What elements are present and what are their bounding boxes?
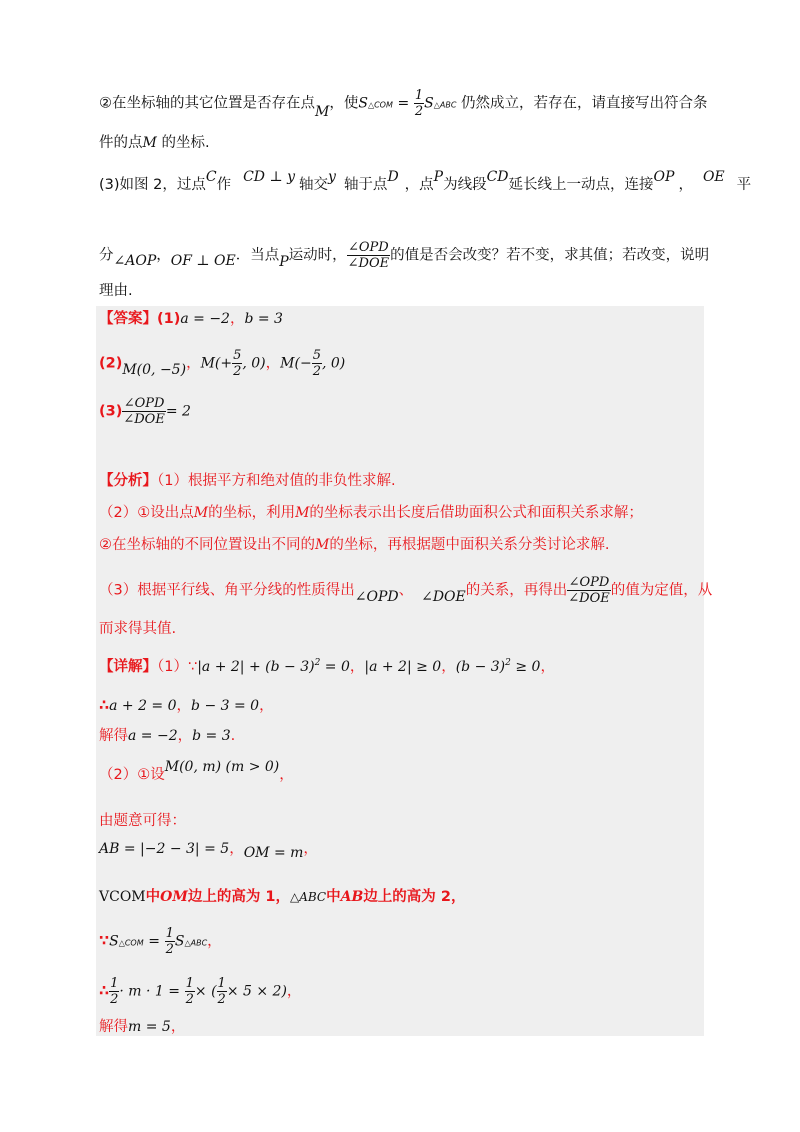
math-sup: 2 xyxy=(505,658,511,668)
analysis-tag: 【分析】 xyxy=(99,473,157,489)
text: ， xyxy=(349,658,365,675)
math: VCOM xyxy=(99,889,146,905)
denominator: ∠DOE xyxy=(347,256,390,271)
math-C: C xyxy=(205,169,217,185)
numerator: 1 xyxy=(414,88,424,103)
math-sub: △COM xyxy=(118,938,144,948)
text: （2）①设 xyxy=(99,767,165,783)
fraction xyxy=(312,348,322,379)
text: 边上的高为 1， xyxy=(187,889,290,905)
text: 分 xyxy=(99,247,114,264)
fraction xyxy=(567,575,610,606)
math-AB: AB xyxy=(340,889,364,905)
math: , 0) xyxy=(321,355,346,372)
text: （2）①设出点 xyxy=(99,505,194,521)
text: 为线段 xyxy=(443,177,487,193)
text: 解得 xyxy=(99,1019,128,1035)
math: a + 2 = 0 xyxy=(109,698,177,714)
text: ， xyxy=(259,698,274,714)
answer-line-1 xyxy=(99,310,283,328)
numerator: 5 xyxy=(233,348,242,363)
denominator: 2 xyxy=(165,942,174,957)
math-D: D xyxy=(387,169,399,185)
text: 延长线上一动点，连接 xyxy=(508,177,654,193)
because: ∵ xyxy=(99,933,110,950)
text: ， xyxy=(177,728,193,744)
fraction xyxy=(122,396,165,427)
text: ，使 xyxy=(329,95,359,112)
question-line-3 xyxy=(99,169,752,194)
detail-tag: 【详解】 xyxy=(99,658,157,675)
detail-line-10 xyxy=(99,1018,185,1036)
math-S: S xyxy=(109,933,119,950)
text: ， xyxy=(265,355,281,372)
answer-line-2 xyxy=(99,348,345,379)
text: ， xyxy=(207,933,222,950)
denominator: 2 xyxy=(110,992,119,1007)
denominator: 2 xyxy=(185,992,194,1007)
math-sub: △ABC xyxy=(184,938,208,948)
question-line-4 xyxy=(99,240,709,271)
text: （1）根据平方和绝对值的非负性求解. xyxy=(157,473,396,489)
text: 的值是否会改变？若不变，求其值；若改变，说明 xyxy=(390,247,710,264)
math: a = −2 xyxy=(128,728,178,744)
text: 、 xyxy=(398,582,414,599)
math-y: y xyxy=(328,169,336,185)
math: M(+ xyxy=(200,355,233,372)
math: × ( xyxy=(194,983,217,1000)
math: ∠OPD xyxy=(354,588,399,605)
math-OF-perp: OF ⊥ OE xyxy=(170,252,236,269)
text: 件的点 xyxy=(99,135,143,151)
text: ， xyxy=(186,355,201,372)
text: ， xyxy=(176,698,192,714)
math-sub: △COM xyxy=(367,100,393,110)
denominator: ∠DOE xyxy=(568,591,610,606)
numerator: ∠OPD xyxy=(568,575,610,590)
detail-line-9 xyxy=(99,976,301,1007)
text: ， xyxy=(156,247,171,264)
math: AB = |−2 − 3| = 5 xyxy=(99,841,230,857)
math-P: P xyxy=(279,253,289,270)
text: ， xyxy=(229,311,245,327)
text: ， xyxy=(279,767,294,783)
numerator: 5 xyxy=(312,348,321,363)
math: b − 3 = 0 xyxy=(191,698,260,714)
math-CD: CD xyxy=(486,169,509,185)
math-P: P xyxy=(433,169,444,185)
question-line-2 xyxy=(99,134,210,152)
math: = 0 xyxy=(320,658,350,675)
math: M(− xyxy=(280,355,312,372)
math: b = 3 xyxy=(192,728,231,744)
text: 轴交 xyxy=(299,177,329,193)
denominator: ∠DOE xyxy=(123,412,165,427)
denominator: 2 xyxy=(233,364,242,379)
text: ， xyxy=(286,983,302,1000)
analysis-line-2 xyxy=(99,504,643,522)
text: 运动时， xyxy=(288,247,347,264)
math-S: S xyxy=(424,95,434,112)
text: ②在坐标轴的不同位置设出不同的 xyxy=(99,537,315,553)
text: （1）∵ xyxy=(157,658,198,675)
text: 的坐标. xyxy=(161,135,210,151)
math: |a + 2| + (b − 3) xyxy=(197,658,315,675)
numerator: 1 xyxy=(217,976,226,991)
text: ②在坐标轴的其它位置是否存在点 xyxy=(99,95,315,112)
numerator: 1 xyxy=(185,976,194,991)
math-M: M xyxy=(193,505,209,521)
text: 边上的高为 2， xyxy=(363,889,466,905)
math: |a + 2| ≥ 0 xyxy=(364,658,442,675)
math-M: M xyxy=(315,537,330,553)
text: ， xyxy=(678,177,693,193)
text: 的坐标，利用 xyxy=(208,505,296,521)
detail-line-2 xyxy=(99,697,274,715)
detail-line-4 xyxy=(99,759,294,784)
fraction xyxy=(217,976,227,1007)
math: a = −2 xyxy=(180,311,230,327)
text: 理由. xyxy=(99,283,133,299)
math-eq: = xyxy=(397,95,410,112)
analysis-line-1 xyxy=(99,472,396,490)
text: 轴于点 xyxy=(343,177,388,193)
text: ．当点 xyxy=(235,247,280,264)
text: 中 xyxy=(326,889,341,905)
math-OM: OM xyxy=(160,889,188,905)
fraction xyxy=(232,348,242,379)
text: (3)如图 2，过点 xyxy=(99,177,206,193)
text: ， xyxy=(441,658,456,675)
text: 的坐标，再根据题中面积关系分类讨论求解. xyxy=(329,537,610,553)
math-M: M xyxy=(142,135,157,151)
math-M: M xyxy=(315,103,330,120)
text: 的关系，再得出 xyxy=(465,582,568,599)
fraction xyxy=(347,240,390,271)
text: （3）根据平行线、角平分线的性质得出 xyxy=(99,582,355,599)
math-eq: = xyxy=(148,933,160,950)
answer-tag: 【答案】 xyxy=(99,311,157,327)
text: 的坐标表示出长度后借助面积公式和面积关系求解； xyxy=(309,505,643,521)
math-sub: △ABC xyxy=(433,100,457,110)
text: ， xyxy=(170,1019,186,1035)
detail-line-3 xyxy=(99,727,235,745)
denominator: 2 xyxy=(312,364,321,379)
math: m = 5 xyxy=(128,1019,171,1035)
text: 解得 xyxy=(99,728,128,744)
answer-label-2: (2) xyxy=(99,355,123,372)
fraction xyxy=(414,88,424,119)
math: · m · 1 = xyxy=(119,983,180,1000)
analysis-line-3 xyxy=(99,536,609,554)
answer-label-1: (1) xyxy=(157,311,181,327)
math-OP: OP xyxy=(653,169,675,185)
detail-line-6 xyxy=(99,840,318,861)
math: M(0, −5) xyxy=(122,361,187,378)
math: OM = m xyxy=(243,845,304,861)
math-CD-perp: CD ⊥ y xyxy=(243,169,296,185)
numerator: ∠OPD xyxy=(348,240,389,255)
math: M(0, m) (m > 0) xyxy=(164,759,280,775)
numerator: 1 xyxy=(110,976,119,991)
math-sup: 2 xyxy=(314,658,321,668)
question-line-1 xyxy=(99,88,708,119)
math: × 5 × 2) xyxy=(226,983,287,1000)
text: 的值为定值，从 xyxy=(610,582,713,599)
math-S: S xyxy=(358,95,368,112)
detail-line-7 xyxy=(99,888,465,906)
denominator: 2 xyxy=(217,992,226,1007)
text: ， xyxy=(229,841,244,857)
answer-label-3: (3) xyxy=(99,403,123,420)
math: ∠DOE xyxy=(421,588,466,605)
text: . xyxy=(230,728,236,744)
fraction xyxy=(185,976,195,1007)
answer-line-3 xyxy=(99,396,191,427)
detail-line-5 xyxy=(99,812,186,830)
math: b = 3 xyxy=(244,311,283,327)
therefore: ∴ xyxy=(99,983,110,1000)
detail-line-8 xyxy=(99,926,222,957)
math: , 0) xyxy=(242,355,266,372)
question-line-5 xyxy=(99,282,133,300)
analysis-line-5 xyxy=(99,620,176,638)
text: ， xyxy=(303,841,318,857)
analysis-line-4 xyxy=(99,575,712,606)
text: 作 xyxy=(216,177,232,193)
numerator: 1 xyxy=(165,926,174,941)
fraction xyxy=(165,926,175,957)
math-M: M xyxy=(295,505,310,521)
numerator: ∠OPD xyxy=(123,396,165,411)
math-OE: OE xyxy=(702,169,725,185)
detail-line-1 xyxy=(99,654,555,676)
math: (b − 3) xyxy=(455,658,506,675)
math-angle-AOP: ∠AOP xyxy=(113,252,157,269)
math: △ABC xyxy=(289,890,327,904)
text: 中 xyxy=(145,889,161,905)
text: 仍然成立，若存在，请直接写出符合条 xyxy=(461,95,708,112)
math-S: S xyxy=(174,933,185,950)
text: ，点 xyxy=(404,177,434,193)
math: ≥ 0 xyxy=(510,658,541,675)
math: = 2 xyxy=(165,403,191,420)
text: 而求得其值. xyxy=(99,621,177,637)
text: 由题意可得： xyxy=(99,813,186,829)
text: 平 xyxy=(736,177,752,193)
text: ， xyxy=(540,658,555,675)
fraction xyxy=(109,976,119,1007)
therefore: ∴ xyxy=(99,698,110,714)
denominator: 2 xyxy=(414,104,424,119)
